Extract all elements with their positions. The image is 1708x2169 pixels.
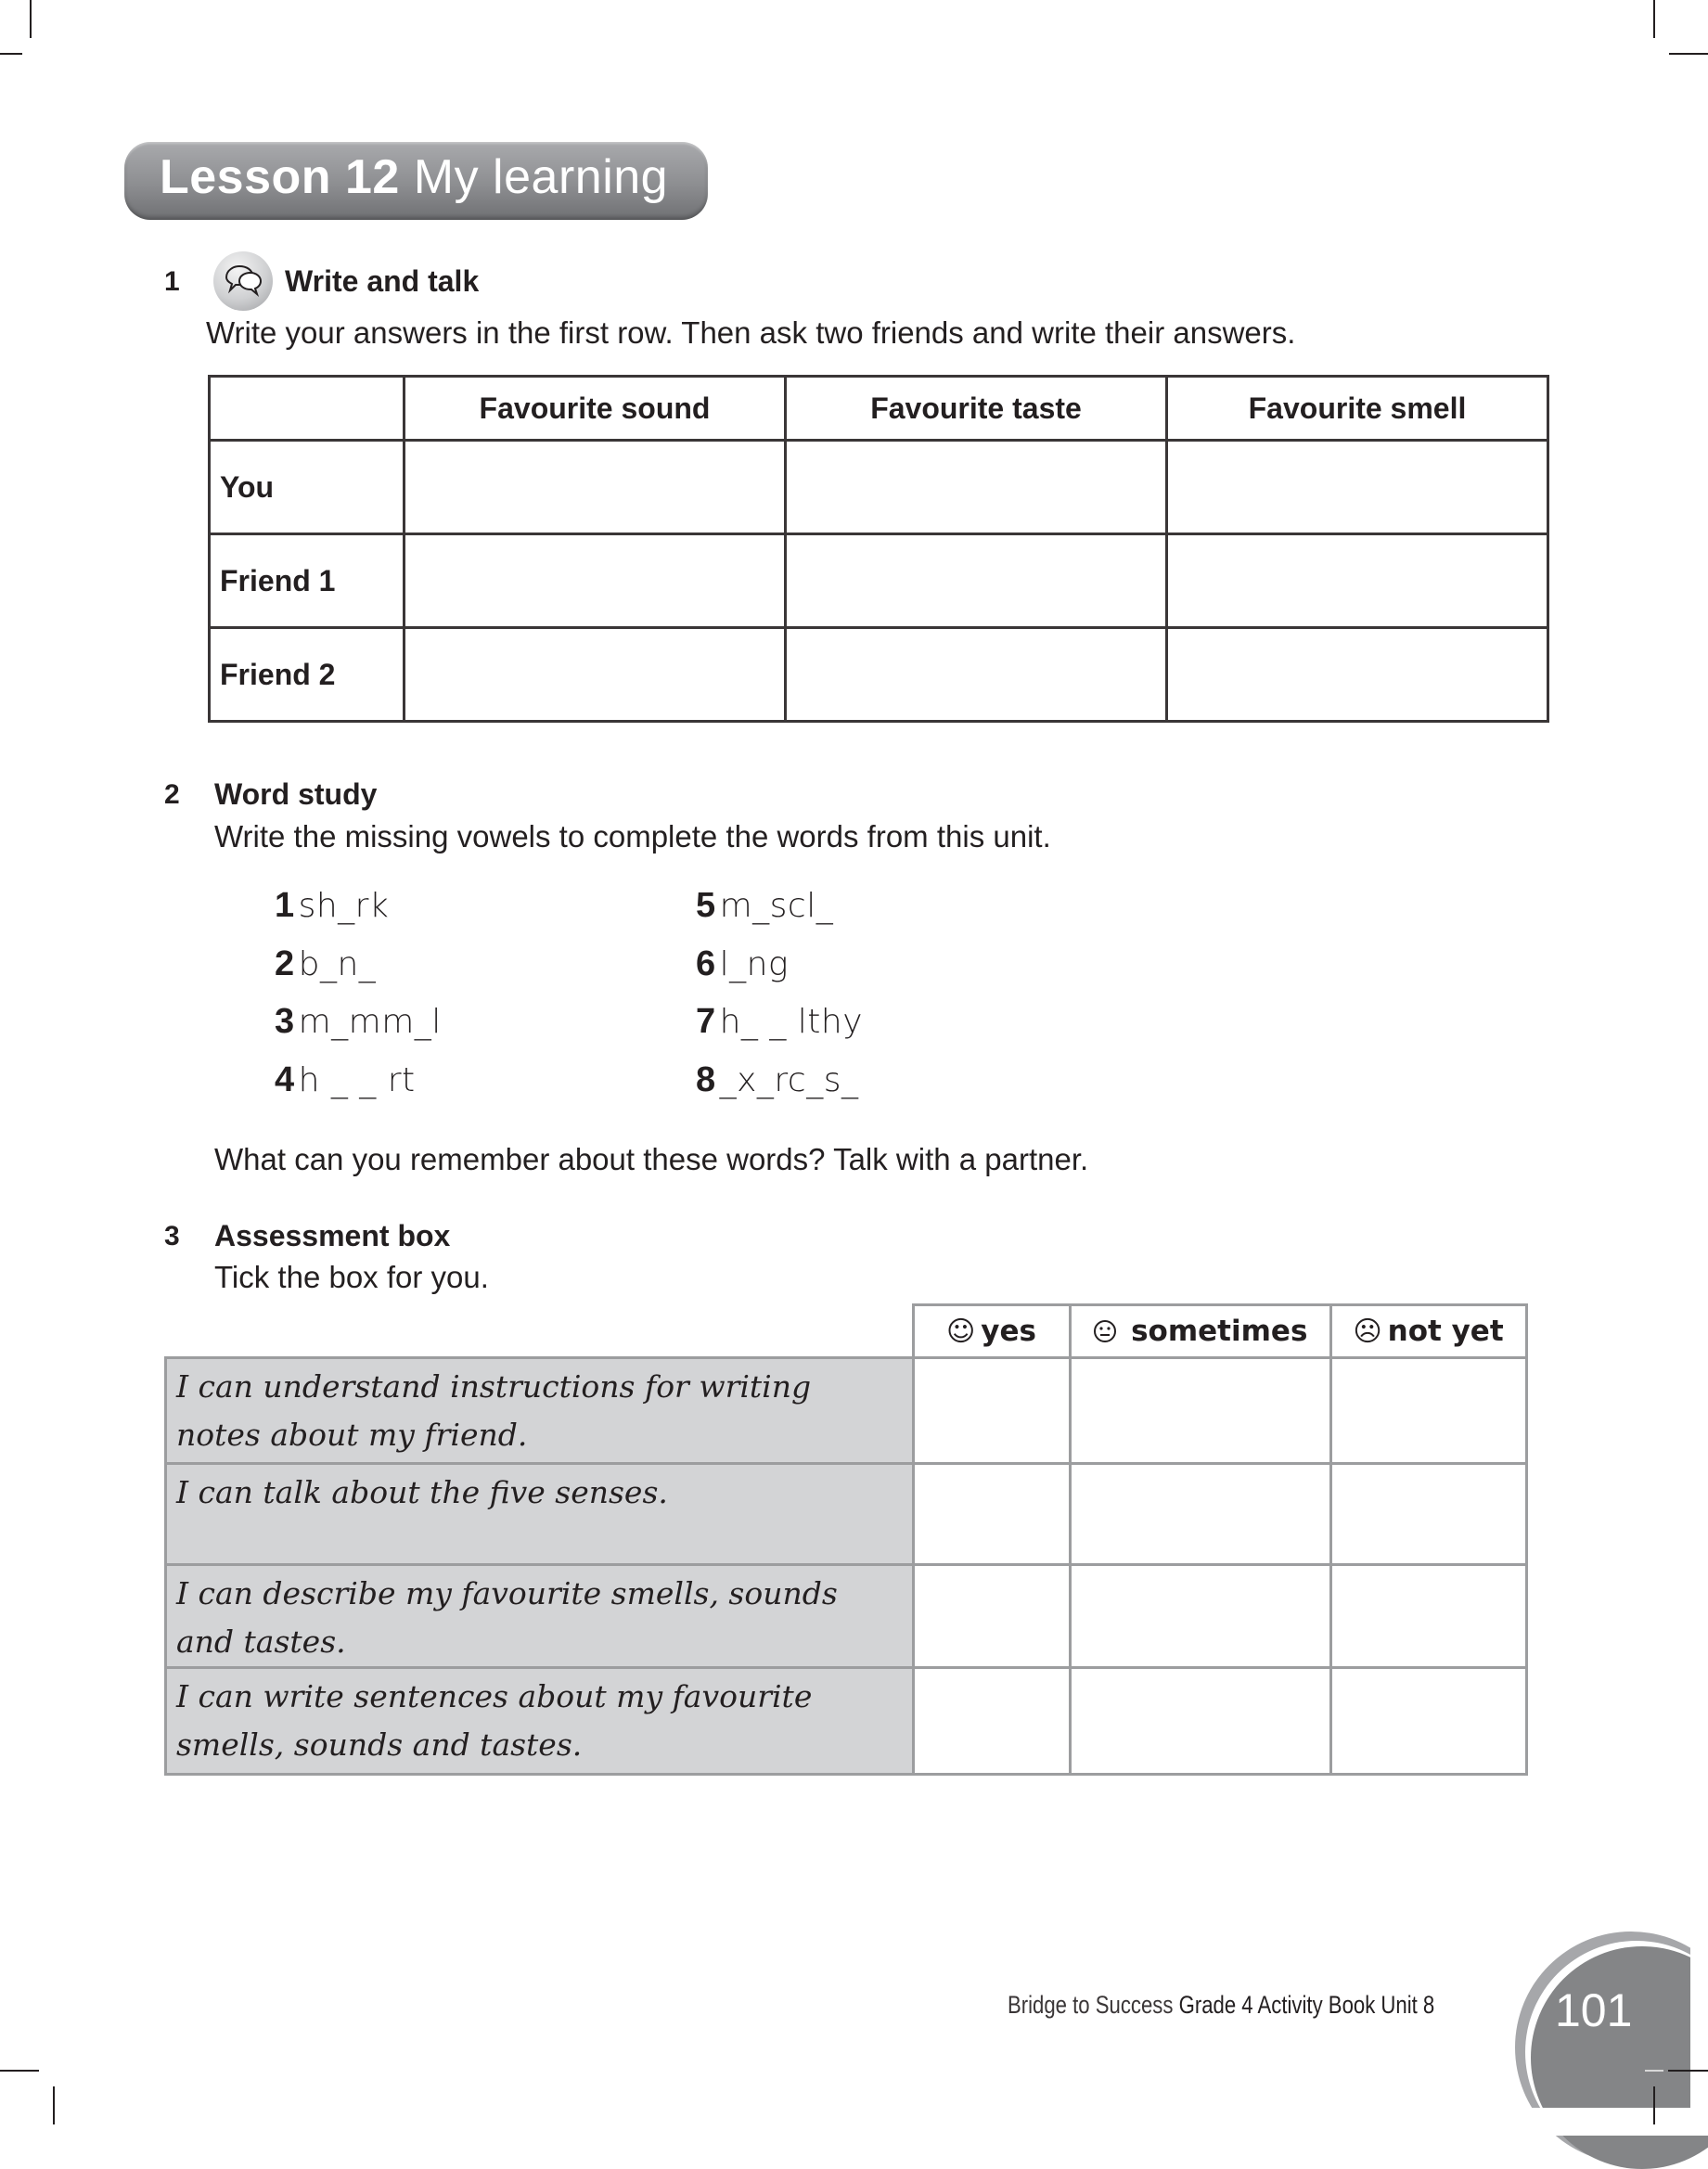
- tick-box-yes[interactable]: [913, 1565, 1070, 1668]
- section-instruction: Tick the box for you.: [214, 1260, 489, 1294]
- word-item: [275, 944, 376, 984]
- answer-cell[interactable]: [786, 628, 1167, 722]
- word-item: [696, 944, 789, 984]
- word-item: [275, 886, 389, 926]
- header-blank: [166, 1305, 914, 1358]
- assessment-row: [166, 1565, 1527, 1668]
- tick-box-sometimes[interactable]: [1070, 1358, 1330, 1464]
- lesson-banner: [124, 142, 708, 220]
- tick-box-yes[interactable]: [913, 1358, 1070, 1464]
- table-header-blank: [210, 377, 405, 441]
- sad-face-icon: ☹: [1353, 1316, 1382, 1348]
- word-number: 5: [696, 886, 716, 925]
- lesson-title: [160, 149, 668, 205]
- word-number: 8: [696, 1060, 716, 1099]
- column-header-sometimes: [1070, 1305, 1330, 1358]
- word-number: 1: [275, 886, 295, 925]
- word-number: 4: [275, 1060, 295, 1099]
- tick-box-sometimes[interactable]: [1070, 1565, 1330, 1668]
- column-header-not-yet: [1330, 1305, 1526, 1358]
- speech-bubbles-icon: [213, 251, 273, 311]
- table-row: [210, 534, 1548, 628]
- word-blank[interactable]: b_n_: [298, 945, 377, 983]
- word-blank[interactable]: _x_rc_s_: [719, 1061, 859, 1099]
- crop-mark: [30, 0, 32, 38]
- word-number: 3: [275, 1002, 295, 1041]
- series-name: Bridge to Success: [1008, 1991, 1174, 2019]
- row-label: Friend 2: [210, 628, 405, 722]
- statement: I can understand instructions for writing notes about my friend.: [166, 1358, 914, 1464]
- tick-box-yes[interactable]: [913, 1668, 1070, 1775]
- badge-clip: [1690, 1911, 1708, 2134]
- answer-cell[interactable]: [405, 628, 786, 722]
- table-header: Favourite taste: [786, 377, 1167, 441]
- section-heading: Write and talk: [285, 264, 480, 298]
- word-item: [275, 1060, 416, 1100]
- footer-text: [1008, 1991, 1434, 2020]
- section-instruction: Write your answers in the first row. Then ask two friends and write their answers.: [206, 315, 1296, 350]
- column-label: sometimes: [1131, 1315, 1308, 1348]
- table-header: Favourite sound: [405, 377, 786, 441]
- word-blank[interactable]: m_scl_: [719, 887, 834, 925]
- table-row: [210, 441, 1548, 534]
- crop-mark: [1653, 0, 1655, 38]
- neutral-face-icon: [1093, 1316, 1126, 1348]
- assessment-header-row: [166, 1305, 1527, 1358]
- column-label: not yet: [1387, 1315, 1504, 1348]
- tick-box-not-yet[interactable]: [1330, 1358, 1526, 1464]
- answer-cell[interactable]: [786, 441, 1167, 534]
- assessment-row: [166, 1358, 1527, 1464]
- section-instruction: Write the missing vowels to complete the words from this unit.: [214, 819, 1051, 853]
- word-item: [696, 1060, 858, 1100]
- assessment-table: [164, 1303, 1528, 1776]
- word-blank[interactable]: h _ _ rt: [298, 1061, 416, 1099]
- word-blank[interactable]: l_ng: [719, 945, 790, 983]
- tick-box-not-yet[interactable]: [1330, 1565, 1526, 1668]
- word-number: 2: [275, 944, 295, 983]
- table-header-row: [210, 377, 1548, 441]
- answer-cell[interactable]: [1167, 628, 1548, 722]
- crop-mark: [1645, 2070, 1663, 2072]
- tick-box-sometimes[interactable]: [1070, 1464, 1330, 1565]
- word-blank[interactable]: sh_rk: [298, 887, 390, 925]
- assessment-row: [166, 1668, 1527, 1775]
- section-number: 3: [164, 1221, 180, 1251]
- statement: I can describe my favourite smells, sounds and tastes.: [166, 1565, 914, 1668]
- page-number: 101: [1555, 1984, 1633, 2036]
- section-number: 2: [164, 779, 180, 810]
- crop-mark: [1668, 2070, 1708, 2072]
- smiley-face-icon: ☺: [946, 1316, 976, 1348]
- assessment-row: [166, 1464, 1527, 1565]
- statement: I can write sentences about my favourite smells, sounds and tastes.: [166, 1668, 914, 1775]
- column-header-yes: [913, 1305, 1070, 1358]
- statement: I can talk about the five senses.: [166, 1464, 914, 1565]
- tick-box-not-yet[interactable]: [1330, 1668, 1526, 1775]
- lesson-name: My learning: [413, 150, 669, 204]
- badge-clip-bottom: [1484, 2108, 1708, 2136]
- crop-mark: [0, 2070, 39, 2072]
- crop-mark: [1669, 53, 1708, 55]
- answer-cell[interactable]: [1167, 534, 1548, 628]
- favourites-table: [208, 375, 1549, 723]
- word-blank[interactable]: m_mm_l: [298, 1003, 442, 1041]
- answer-cell[interactable]: [405, 441, 786, 534]
- tick-box-sometimes[interactable]: [1070, 1668, 1330, 1775]
- answer-cell[interactable]: [786, 534, 1167, 628]
- answer-cell[interactable]: [1167, 441, 1548, 534]
- crop-mark: [53, 2086, 55, 2124]
- column-label: yes: [981, 1315, 1036, 1348]
- crop-mark: [0, 53, 22, 55]
- word-number: 6: [696, 944, 716, 983]
- book-name: Grade 4 Activity Book Unit 8: [1178, 1991, 1435, 2019]
- row-label: You: [210, 441, 405, 534]
- crop-mark: [1653, 2086, 1655, 2124]
- section-heading: Word study: [214, 777, 378, 811]
- word-number: 7: [696, 1002, 716, 1041]
- table-header: Favourite smell: [1167, 377, 1548, 441]
- word-item: [696, 886, 833, 926]
- lesson-number: Lesson 12: [160, 150, 400, 204]
- section-heading: Assessment box: [214, 1219, 451, 1252]
- row-label: Friend 1: [210, 534, 405, 628]
- table-row: [210, 628, 1548, 722]
- word-item: [275, 1002, 442, 1042]
- tick-box-not-yet[interactable]: [1330, 1464, 1526, 1565]
- word-blank[interactable]: h_ _ lthy: [719, 1003, 864, 1041]
- tick-box-yes[interactable]: [913, 1464, 1070, 1565]
- word-item: [696, 1002, 863, 1042]
- section-number: 1: [164, 266, 180, 297]
- answer-cell[interactable]: [405, 534, 786, 628]
- followup-instruction: What can you remember about these words? Talk with a partner.: [214, 1142, 1089, 1176]
